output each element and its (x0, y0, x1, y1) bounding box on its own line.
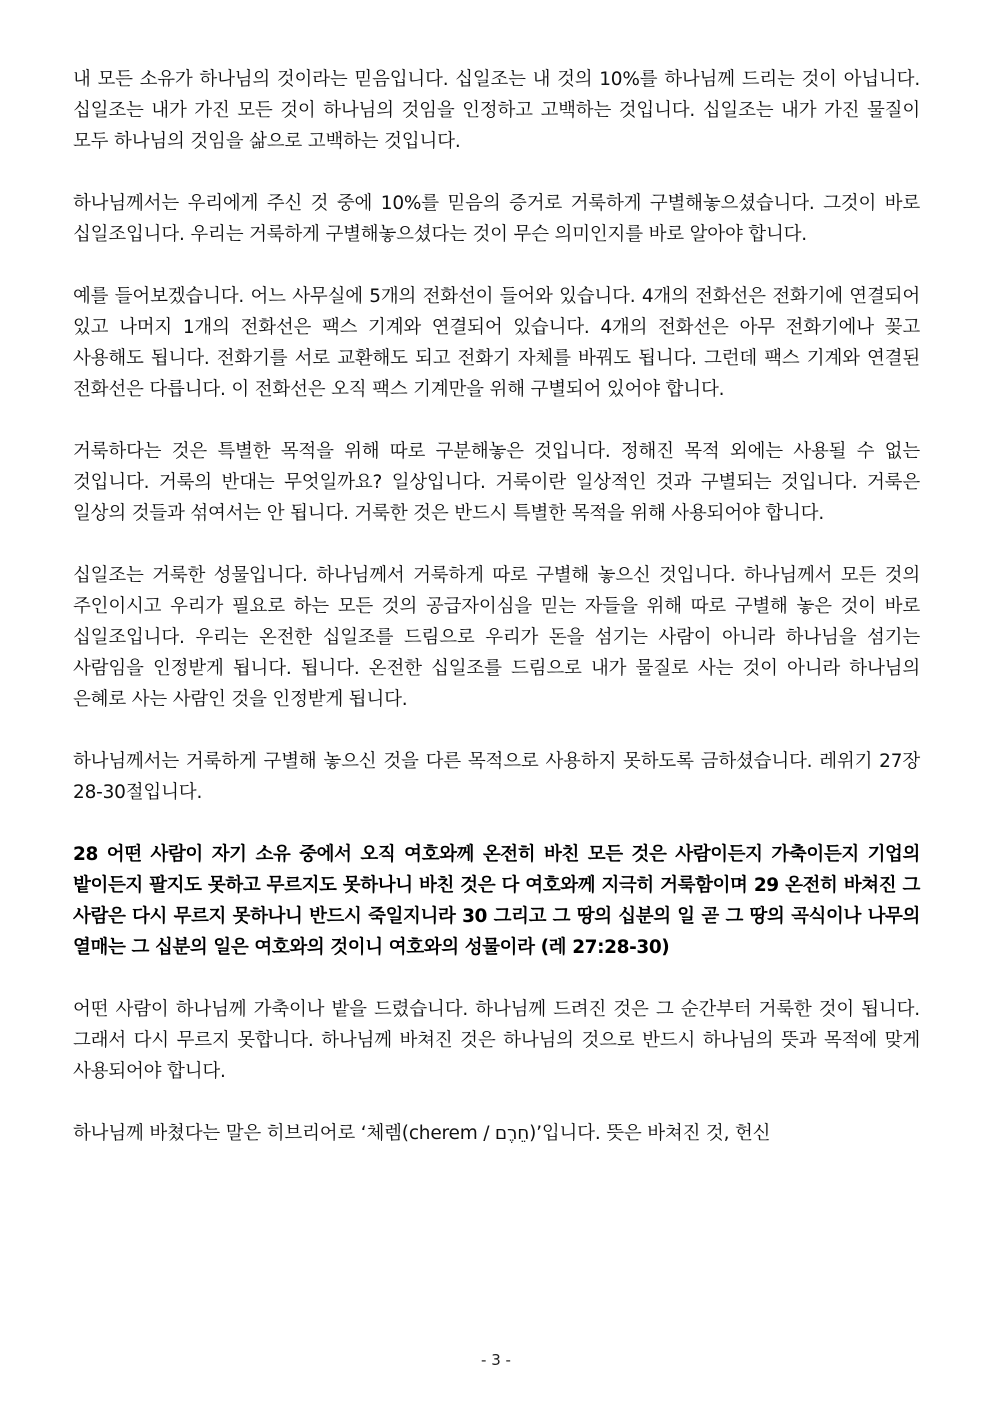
paragraph-offering-redemption: 어떤 사람이 하나님께 가축이나 밭을 드렸습니다. 하나님께 드려진 것은 그 순간부터 거룩한 것이 됩니다. 그래서 다시 무르지 못합니다. 하나님께 바쳐진 것은 하나님의 것으로 반드시 하나님의 뜻과 목적에 맞게 사용되어야 합니다. (73, 999, 920, 1082)
page-number: - 3 - (481, 1351, 511, 1369)
paragraph-holiness-definition: 거룩하다는 것은 특별한 목적을 위해 따로 구분해놓은 것입니다. 정해진 목적 외에는 사용될 수 없는 것입니다. 거룩의 반대는 무엇일까요? 일상입니다. 거룩이란 일상적인 것과 구별되는 것입니다. 거룩은 일상의 것들과 섞여서는 안 됩니다. 거룩한 것은 반드시 특별한 목적을 위해 사용되어야 합니다. (73, 441, 920, 524)
paragraph-cherem: 하나님께 바쳤다는 말은 히브리어로 ‘체렘(cherem / חֵרֶם)’입니다. 뜻은 바쳐진 것, 헌신 (73, 1123, 771, 1144)
document-body (73, 64, 920, 1180)
paragraph-tithe-faith: 내 모든 소유가 하나님의 것이라는 믿음입니다. 십일조는 내 것의 10%를 하나님께 드리는 것이 아닙니다. 십일조는 내가 가진 모든 것이 하나님의 것임을 인정하고 고백하는 것입니다. 십일조는 내가 가진 물질이 모두 하나님의 것임을 삶으로 고백하는 것입니다. (73, 69, 920, 152)
paragraph-phone-line-example: 예를 들어보겠습니다. 어느 사무실에 5개의 전화선이 들어와 있습니다. 4개의 전화선은 전화기에 연결되어 있고 나머지 1개의 전화선은 팩스 기계와 연결되어 있습니다. 4개의 전화선은 아무 전화기에나 꽂고 사용해도 됩니다. 전화기를 서로 교환해도 되고 전화기 자체를 바꿔도 됩니다. 그런데 팩스 기계와 연결된 전화선은 다릅니다. 이 전화선은 오직 팩스 기계만을 위해 구별되어 있어야 합니다. (73, 286, 920, 400)
scripture-quote: 28 어떤 사람이 자기 소유 중에서 오직 여호와께 온전히 바친 모든 것은 사람이든지 가축이든지 기업의 밭이든지 팔지도 못하고 무르지도 못하나니 바친 것은 다 여호와께 지극히 거룩함이며 29 온전히 바쳐진 그 사람은 다시 무르지 못하나니 반드시 죽일지니라 30 그리고 그 땅의 십분의 일 곧 그 땅의 곡식이나 나무의 열매는 그 십분의 일은 여호와의 것이니 여호와의 성물이라 (레 27:28-30) (73, 844, 920, 958)
paragraph-holy-separation: 하나님께서는 우리에게 주신 것 중에 10%를 믿음의 증거로 거룩하게 구별해놓으셨습니다. 그것이 바로 십일조입니다. 우리는 거룩하게 구별해놓으셨다는 것이 무슨 의미인지를 바로 알아야 합니다. (73, 193, 920, 245)
paragraph-leviticus-intro: 하나님께서는 거룩하게 구별해 놓으신 것을 다른 목적으로 사용하지 못하도록 금하셨습니다. 레위기 27장 28-30절입니다. (73, 751, 920, 803)
paragraph-tithe-holy-offering: 십일조는 거룩한 성물입니다. 하나님께서 거룩하게 따로 구별해 놓으신 것입니다. 하나님께서 모든 것의 주인이시고 우리가 필요로 하는 모든 것의 공급자이심을 믿는 자들을 위해 따로 구별해 놓은 것이 바로 십일조입니다. 우리는 온전한 십일조를 드림으로 우리가 돈을 섬기는 사람이 아니라 하나님을 섬기는 사람임을 인정받게 됩니다. 됩니다. 온전한 십일조를 드림으로 내가 물질로 사는 것이 아니라 하나님의 은혜로 사는 사람인 것을 인정받게 됩니다. (73, 565, 920, 710)
